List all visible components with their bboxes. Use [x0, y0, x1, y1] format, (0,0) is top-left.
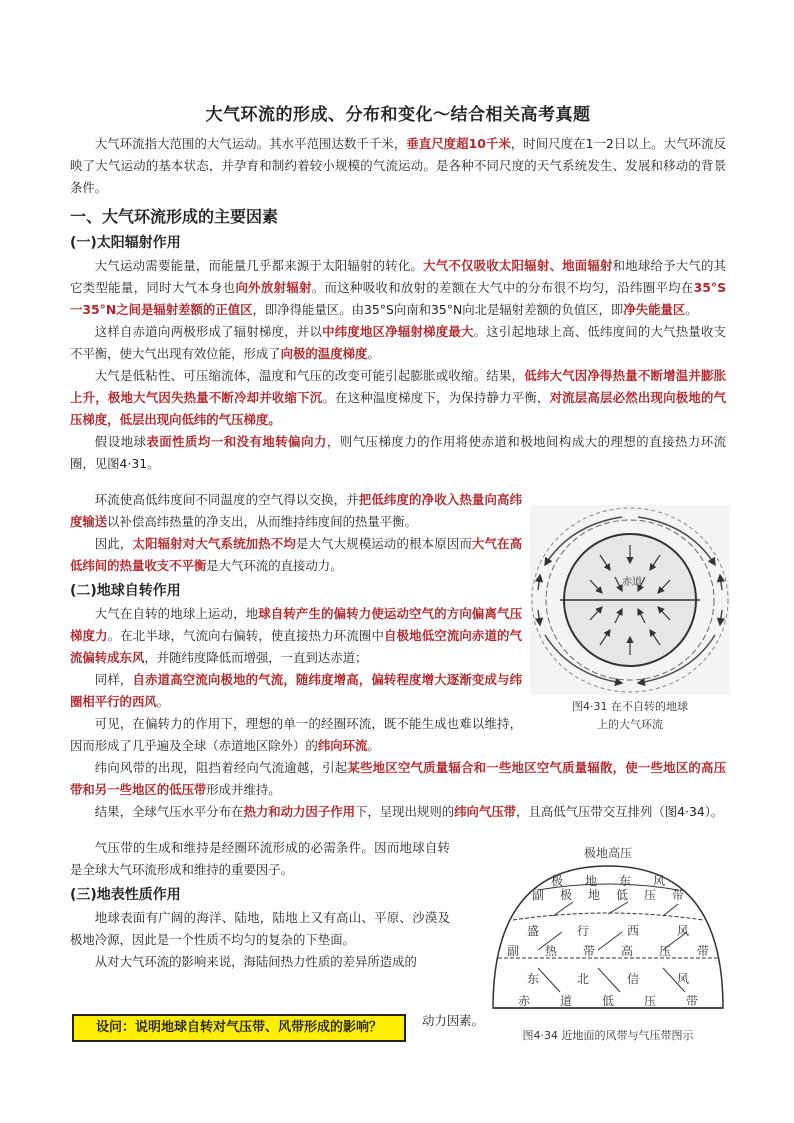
figure-4-34-caption: 图4·34 近地面的风带与气压带图示 [522, 1029, 694, 1042]
subsection-heading-3: (三)地表性质作用 [70, 887, 181, 903]
row-subpolar-low: 副 极 地 低 压 带 [531, 888, 685, 902]
intro-paragraph: 大气环流指大范围的大气运动。其水平范围达数千千米，垂直尺度超10千米，时间尺度在1一2日以上。大气环流反映了大气运动的基本状态，并孕育和制约着较小规模的气流运动。是各种不同尺度的天气系统发生、发展和移动的背景条件。 [70, 136, 726, 195]
question-box: 设问：说明地球自转对气压带、风带形成的影响？ [72, 1014, 406, 1042]
row-ne-trades: 东 北 信 风 [526, 972, 690, 986]
paragraph-14-tail: 动力因素。 [422, 1013, 484, 1028]
circulation-diagram [530, 505, 730, 695]
paragraph-2: 这样自赤道向两极形成了辐射梯度，并以中纬度地区净辐射梯度最大。这引起地球上高、低纬度间的大气热量收支不平衡，使大气出现有效位能，形成了向极的温度梯度。 [70, 324, 727, 361]
paragraph-8: 同样，自赤道高空流向极地的气流，随纬度增高，偏转程度增大逐渐变成与纬圈相平行的西风。 [70, 672, 523, 709]
paragraph-7: 大气在自转的地球上运动，地球自转产生的偏转力使运动空气的方向偏离气压梯度力。在北半球，气流向右偏转，使直接热力环流圈中自极地低空流向赤道的气流偏转成东风，并随纬度降低而增强，一直到达赤道； [70, 606, 523, 665]
paragraph-11: 结果，全球气压水平分布在热力和动力因子作用下，呈现出规则的纬向气压带，且高低气压带交互排列（图4·34）。 [94, 804, 724, 819]
section-heading-1: 一、大气环流形成的主要因素 [70, 207, 279, 226]
paragraph-14: 从对大气环流的影响来说，海陆间热力性质的差异所造成的 [94, 954, 417, 969]
figure-4-31 [530, 505, 730, 734]
figure-4-31-caption-2: 上的大气环流 [597, 718, 663, 731]
paragraph-3: 大气是低粘性、可压缩流体，温度和气压的改变可能引起膨胀或收缩。结果，低纬大气因净得热量不断增温并膨胀上升，极地大气因失热量不断冷却并收缩下沉。在这种温度梯度下，为保持静力平衡，对流层高层必然出现向极地的气压梯度，低层出现向低纬的气压梯度。 [70, 368, 727, 427]
row-equatorial-low: 赤 道 低 压 带 [517, 994, 699, 1008]
equator-label: 赤道 [622, 577, 642, 588]
paragraph-4: 假设地球表面性质均一和没有地转偏向力，则气压梯度力的作用将使赤道和极地间构成大的理想的直接热力环流圈，见图4·31。 [70, 434, 727, 471]
figure-4-34 [478, 846, 738, 1045]
paragraph-1: 大气运动需要能量，而能量几乎都来源于太阳辐射的转化。大气不仅吸收太阳辐射、地面辐射和地球给予大气的其它类型能量，同时大气本身也向外放射辐射。而这种吸收和放射的差额在大气中的分布很不均匀，沿纬圈平均在35°S 一35°N之间是辐射差额的正值区，即净得能量区。由35°S向南和35°N向北是辐射差额的负值区，即净失能量区。 [70, 258, 727, 317]
row-polar-easterlies: 极 地 东 风 [550, 874, 666, 888]
row-westerlies: 盛 行 西 风 [526, 924, 690, 938]
polar-high-label: 极地高压 [583, 846, 632, 860]
paragraph-6: 因此，太阳辐射对大气系统加热不均是大气大规模运动的根本原因而大气在高低纬间的热量收支不平衡是大气环流的直接动力。 [70, 536, 523, 573]
paragraph-12: 气压带的生成和维持是经圈环流形成的必需条件。因而地球自转是全球大气环流形成和维持的重要因子。 [70, 840, 450, 877]
paragraph-10: 纬向风带的出现，阻挡着经向气流逾越，引起某些地区空气质量辐合和一些地区空气质量辐散，使一些地区的高压带和另一些地区的低压带形成并维持。 [70, 760, 727, 797]
row-subtropical-high: 副 热 带 高 压 带 [506, 944, 710, 958]
paragraph-9: 可见，在偏转力的作用下，理想的单一的经圈环流，既不能生成也难以维持，因而形成了几乎遍及全球（赤道地区除外）的纬向环流。 [70, 716, 522, 753]
figure-4-31-caption-1: 图4·31 在不自转的地球 [572, 700, 688, 713]
page-title: 大气环流的形成、分布和变化～结合相关高考真题 [205, 105, 591, 125]
paragraph-13: 地球表面有广阔的海洋、陆地，陆地上又有高山、平原、沙漠及极地冷源，因此是一个性质不均匀的复杂的下垫面。 [70, 910, 450, 947]
subsection-heading-2: (二)地球自转作用 [70, 583, 181, 599]
paragraph-5: 环流使高低纬度间不同温度的空气得以交换，并把低纬度的净收入热量向高纬度输送以补偿高纬热量的净支出，从而维持纬度间的热量平衡。 [70, 492, 523, 529]
subsection-heading-1: (一)太阳辐射作用 [70, 235, 181, 251]
